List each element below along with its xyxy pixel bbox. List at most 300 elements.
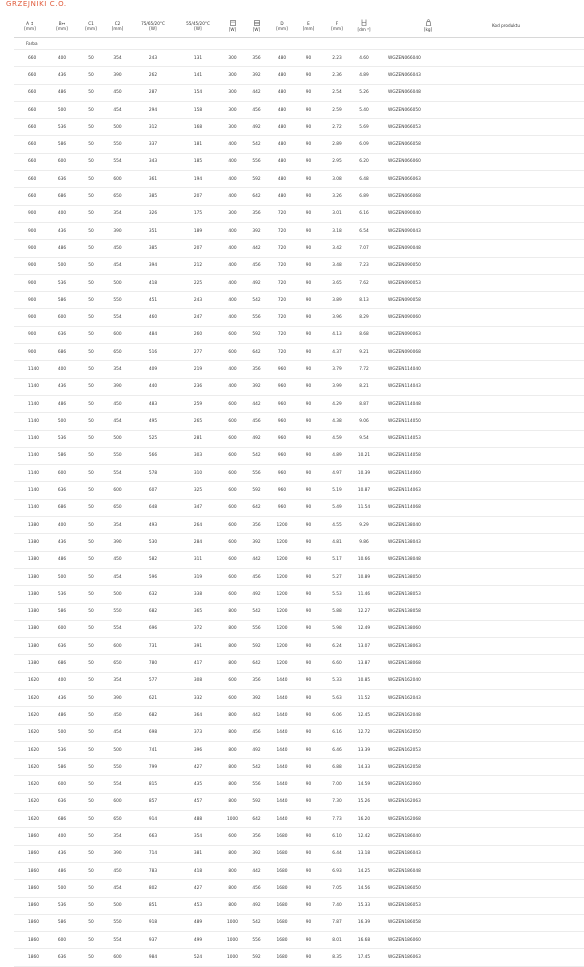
table-cell: 600 (221, 828, 244, 845)
table-cell: 8.21 (352, 378, 376, 395)
table-cell: 11.46 (352, 586, 376, 603)
table-cell: 5.26 (352, 84, 376, 101)
table-cell: 1200 (269, 517, 295, 534)
table-cell: 400 (221, 153, 244, 170)
table-cell: 456 (244, 101, 269, 118)
table-cell: 8.01 (322, 932, 352, 949)
table-cell: 4.37 (322, 344, 352, 361)
table-cell: 418 (131, 274, 175, 291)
table-cell: 90 (295, 344, 322, 361)
table-cell: 400 (221, 361, 244, 378)
table-cell: 6.89 (352, 188, 376, 205)
table-cell: 542 (244, 914, 269, 931)
table-cell: 90 (295, 845, 322, 862)
product-code-cell: WGZEN138063 (376, 638, 584, 655)
product-code-cell: WGZEN066040 (376, 50, 584, 67)
table-cell: 1000 (221, 811, 244, 828)
product-code-cell: WGZEN066058 (376, 136, 584, 153)
table-cell: 90 (295, 586, 322, 603)
table-cell: 332 (175, 689, 221, 706)
table-row (14, 551, 584, 568)
table-cell: 586 (46, 603, 78, 620)
table-cell: 185 (175, 153, 221, 170)
table-row (14, 274, 584, 291)
table-cell: 554 (104, 776, 131, 793)
table-cell: 392 (244, 378, 269, 395)
table-cell: 900 (14, 274, 46, 291)
table-cell: 488 (175, 811, 221, 828)
plug-icon (230, 20, 236, 26)
table-cell: 6.06 (322, 707, 352, 724)
table-cell: 243 (131, 50, 175, 67)
table-cell: 90 (295, 551, 322, 568)
table-cell: 592 (244, 482, 269, 499)
table-cell: 6.48 (352, 171, 376, 188)
table-cell: 800 (221, 880, 244, 897)
table-cell: 660 (14, 188, 46, 205)
table-cell: 600 (221, 395, 244, 412)
table-cell: 50 (78, 465, 104, 482)
table-cell: 50 (78, 568, 104, 585)
product-code-cell: WGZEN066050 (376, 101, 584, 118)
table-cell: 90 (295, 499, 322, 516)
table-cell: 392 (244, 67, 269, 84)
table-cell: 3.01 (322, 205, 352, 222)
table-cell: 141 (175, 67, 221, 84)
table-cell: 4.89 (352, 67, 376, 84)
table-cell: 319 (175, 568, 221, 585)
table-cell: 480 (269, 171, 295, 188)
table-row (14, 914, 584, 931)
table-cell: 542 (244, 759, 269, 776)
table-cell: 1440 (269, 741, 295, 758)
table-cell: 385 (131, 240, 175, 257)
table-cell: 799 (131, 759, 175, 776)
table-cell: 2.23 (322, 50, 352, 67)
table-cell: 5.49 (322, 499, 352, 516)
table-cell: 486 (46, 707, 78, 724)
table-cell: 1440 (269, 759, 295, 776)
table-cell: 6.60 (322, 655, 352, 672)
table-cell: 1620 (14, 689, 46, 706)
table-cell: 3.08 (322, 171, 352, 188)
table-cell: 1680 (269, 914, 295, 931)
table-cell: 50 (78, 153, 104, 170)
table-cell: 741 (131, 741, 175, 758)
table-cell: 390 (104, 845, 131, 862)
table-cell: 3.42 (322, 240, 352, 257)
header-heater-power: [W] (244, 14, 269, 38)
table-cell: 396 (175, 741, 221, 758)
table-cell: 554 (104, 465, 131, 482)
table-cell: 492 (244, 119, 269, 136)
table-row (14, 257, 584, 274)
table-row (14, 240, 584, 257)
table-cell: 600 (221, 465, 244, 482)
header-row (14, 14, 584, 38)
table-cell: 400 (46, 828, 78, 845)
table-cell: 960 (269, 361, 295, 378)
table-cell: 7.40 (322, 897, 352, 914)
table-cell: 800 (221, 759, 244, 776)
table-cell: 1380 (14, 655, 46, 672)
table-cell: 390 (104, 67, 131, 84)
table-cell: 10.85 (352, 672, 376, 689)
table-cell: 524 (175, 949, 221, 966)
table-cell: 154 (175, 84, 221, 101)
table-cell: 686 (46, 344, 78, 361)
table-cell: 50 (78, 914, 104, 931)
table-cell: 542 (244, 136, 269, 153)
table-cell: 1680 (269, 932, 295, 949)
table-cell: 90 (295, 171, 322, 188)
table-cell: 1000 (221, 914, 244, 931)
table-cell: 686 (46, 499, 78, 516)
table-cell: 14.56 (352, 880, 376, 897)
table-cell: 1140 (14, 395, 46, 412)
table-cell: 450 (104, 395, 131, 412)
table-cell: 642 (244, 655, 269, 672)
product-code-cell: WGZEN114040 (376, 361, 584, 378)
table-cell: 800 (221, 741, 244, 758)
table-cell: 1680 (269, 862, 295, 879)
table-cell: 356 (244, 828, 269, 845)
table-cell: 600 (104, 326, 131, 343)
table-cell: 682 (131, 707, 175, 724)
table-cell: 442 (244, 240, 269, 257)
table-cell: 50 (78, 897, 104, 914)
table-row (14, 724, 584, 741)
table-cell: 550 (104, 759, 131, 776)
table-cell: 436 (46, 534, 78, 551)
table-cell: 436 (46, 689, 78, 706)
table-cell: 13.07 (352, 638, 376, 655)
table-cell: 686 (46, 188, 78, 205)
table-cell: 554 (104, 620, 131, 637)
table-cell: 418 (175, 862, 221, 879)
product-code-cell: WGZEN162048 (376, 707, 584, 724)
table-cell: 1620 (14, 776, 46, 793)
table-cell: 660 (14, 171, 46, 188)
table-cell: 530 (131, 534, 175, 551)
table-cell: 492 (244, 586, 269, 603)
table-cell: 660 (14, 50, 46, 67)
table-cell: 300 (221, 84, 244, 101)
table-cell: 556 (244, 309, 269, 326)
table-cell: 720 (269, 222, 295, 239)
table-cell: 354 (104, 517, 131, 534)
header-c1: C1 [mm] (78, 14, 104, 38)
table-cell: 4.55 (322, 517, 352, 534)
table-cell: 600 (221, 430, 244, 447)
table-cell: 800 (221, 793, 244, 810)
table-cell: 5.63 (322, 689, 352, 706)
table-cell: 7.87 (322, 914, 352, 931)
table-cell: 354 (104, 828, 131, 845)
table-cell: 50 (78, 447, 104, 464)
table-cell: 492 (244, 741, 269, 758)
table-cell: 596 (131, 568, 175, 585)
table-cell: 650 (104, 344, 131, 361)
product-code-cell: WGZEN186060 (376, 932, 584, 949)
table-cell: 207 (175, 188, 221, 205)
table-cell: 50 (78, 862, 104, 879)
table-cell: 1620 (14, 793, 46, 810)
table-cell: 636 (46, 638, 78, 655)
table-cell: 486 (46, 395, 78, 412)
table-cell: 50 (78, 880, 104, 897)
table-row (14, 205, 584, 222)
header-power-55: 55/45/20°C [W] (175, 14, 221, 38)
table-cell: 660 (14, 84, 46, 101)
product-code-cell: WGZEN066068 (376, 188, 584, 205)
product-code-cell: WGZEN114060 (376, 465, 584, 482)
table-cell: 636 (46, 482, 78, 499)
table-cell: 480 (269, 84, 295, 101)
table-cell: 11.52 (352, 689, 376, 706)
product-code-cell: WGZEN066063 (376, 171, 584, 188)
product-code-cell: WGZEN090063 (376, 326, 584, 343)
table-cell: 450 (104, 240, 131, 257)
table-cell: 600 (104, 638, 131, 655)
table-cell: 607 (131, 482, 175, 499)
table-cell: 90 (295, 361, 322, 378)
table-row (14, 413, 584, 430)
table-cell: 800 (221, 655, 244, 672)
table-cell: 50 (78, 50, 104, 67)
header-c2: C2 [mm] (104, 14, 131, 38)
table-cell: 1380 (14, 586, 46, 603)
table-cell: 50 (78, 586, 104, 603)
table-cell: 918 (131, 914, 175, 931)
table-cell: 500 (46, 880, 78, 897)
table-cell: 354 (104, 672, 131, 689)
table-cell: 800 (221, 845, 244, 862)
table-row (14, 378, 584, 395)
table-cell: 636 (46, 326, 78, 343)
table-cell: 181 (175, 136, 221, 153)
table-cell: 542 (244, 292, 269, 309)
table-cell: 1200 (269, 534, 295, 551)
table-row (14, 344, 584, 361)
table-cell: 1140 (14, 447, 46, 464)
table-cell: 900 (14, 292, 46, 309)
product-table (14, 14, 584, 967)
table-cell: 4.97 (322, 465, 352, 482)
table-cell: 90 (295, 119, 322, 136)
table-cell: 554 (104, 309, 131, 326)
table-cell: 50 (78, 499, 104, 516)
table-cell: 554 (104, 153, 131, 170)
brand-label: GRZEJNIKI C.O. (6, 0, 67, 8)
table-row (14, 932, 584, 949)
table-cell: 4.13 (322, 326, 352, 343)
table-cell: 1380 (14, 551, 46, 568)
table-cell: 10.87 (352, 482, 376, 499)
header-power-75: 75/65/20°C [W] (131, 14, 175, 38)
table-cell: 90 (295, 101, 322, 118)
table-row (14, 880, 584, 897)
table-cell: 356 (244, 517, 269, 534)
table-cell: 400 (46, 672, 78, 689)
table-row (14, 430, 584, 447)
table-cell: 373 (175, 724, 221, 741)
table-cell: 50 (78, 171, 104, 188)
table-cell: 90 (295, 724, 322, 741)
table-cell: 720 (269, 292, 295, 309)
table-cell: 456 (244, 724, 269, 741)
table-cell: 300 (221, 101, 244, 118)
table-row (14, 101, 584, 118)
table-cell: 450 (104, 551, 131, 568)
table-cell: 536 (46, 119, 78, 136)
table-cell: 780 (131, 655, 175, 672)
table-cell: 454 (104, 257, 131, 274)
table-cell: 50 (78, 361, 104, 378)
table-cell: 372 (175, 620, 221, 637)
table-cell: 1440 (269, 707, 295, 724)
table-row (14, 222, 584, 239)
table-row (14, 517, 584, 534)
table-cell: 457 (175, 793, 221, 810)
header-f: F [mm] (322, 14, 352, 38)
table-cell: 460 (131, 309, 175, 326)
table-row (14, 50, 584, 67)
table-cell: 4.89 (322, 447, 352, 464)
table-cell: 500 (104, 119, 131, 136)
table-cell: 456 (244, 568, 269, 585)
product-code-cell: WGZEN138058 (376, 603, 584, 620)
table-cell: 90 (295, 413, 322, 430)
table-row (14, 84, 584, 101)
table-cell: 392 (244, 534, 269, 551)
table-cell: 600 (46, 932, 78, 949)
table-cell: 90 (295, 222, 322, 239)
table-cell: 6.54 (352, 222, 376, 239)
table-cell: 486 (46, 84, 78, 101)
table-cell: 300 (221, 50, 244, 67)
table-cell: 354 (104, 205, 131, 222)
table-cell: 247 (175, 309, 221, 326)
table-cell: 960 (269, 465, 295, 482)
table-cell: 550 (104, 136, 131, 153)
table-cell: 4.38 (322, 413, 352, 430)
table-cell: 90 (295, 620, 322, 637)
table-cell: 5.69 (352, 119, 376, 136)
table-cell: 1680 (269, 880, 295, 897)
table-cell: 3.26 (322, 188, 352, 205)
table-cell: 731 (131, 638, 175, 655)
table-cell: 281 (175, 430, 221, 447)
table-cell: 642 (244, 344, 269, 361)
table-cell: 9.86 (352, 534, 376, 551)
table-cell: 1380 (14, 568, 46, 585)
table-cell: 90 (295, 447, 322, 464)
table-cell: 9.29 (352, 517, 376, 534)
table-cell: 500 (46, 257, 78, 274)
table-cell: 308 (175, 672, 221, 689)
table-cell: 391 (175, 638, 221, 655)
table-cell: 9.54 (352, 430, 376, 447)
table-cell: 7.05 (322, 880, 352, 897)
table-cell: 592 (244, 171, 269, 188)
table-cell: 586 (46, 447, 78, 464)
table-cell: 815 (131, 776, 175, 793)
table-row (14, 499, 584, 516)
table-cell: 13.87 (352, 655, 376, 672)
table-cell: 1860 (14, 949, 46, 966)
table-cell: 1680 (269, 949, 295, 966)
table-cell: 50 (78, 932, 104, 949)
table-row (14, 188, 584, 205)
table-cell: 1680 (269, 897, 295, 914)
table-cell: 347 (175, 499, 221, 516)
product-code-cell: WGZEN066053 (376, 119, 584, 136)
table-cell: 2.89 (322, 136, 352, 153)
product-code-cell: WGZEN162043 (376, 689, 584, 706)
table-cell: 720 (269, 240, 295, 257)
table-cell: 660 (14, 67, 46, 84)
table-cell: 960 (269, 413, 295, 430)
table-cell: 800 (221, 862, 244, 879)
table-cell: 90 (295, 811, 322, 828)
table-cell: 648 (131, 499, 175, 516)
table-cell: 12.45 (352, 707, 376, 724)
table-cell: 50 (78, 413, 104, 430)
table-cell: 660 (14, 136, 46, 153)
table-cell: 1440 (269, 724, 295, 741)
table-cell: 600 (221, 344, 244, 361)
table-cell: 277 (175, 344, 221, 361)
table-cell: 1860 (14, 880, 46, 897)
table-cell: 300 (221, 67, 244, 84)
table-cell: 536 (46, 586, 78, 603)
table-cell: 592 (244, 326, 269, 343)
table-cell: 50 (78, 793, 104, 810)
table-cell: 495 (131, 413, 175, 430)
table-cell: 50 (78, 378, 104, 395)
product-code-cell: WGZEN090053 (376, 274, 584, 291)
table-cell: 492 (244, 430, 269, 447)
table-cell: 1200 (269, 568, 295, 585)
header-volume: [dm ³] (352, 14, 376, 38)
table-cell: 442 (244, 395, 269, 412)
table-row (14, 793, 584, 810)
table-cell: 486 (46, 551, 78, 568)
table-cell: 310 (175, 465, 221, 482)
table-cell: 960 (269, 499, 295, 516)
table-cell: 1380 (14, 603, 46, 620)
table-cell: 90 (295, 482, 322, 499)
product-code-cell: WGZEN162040 (376, 672, 584, 689)
table-row (14, 689, 584, 706)
table-cell: 2.54 (322, 84, 352, 101)
table-cell: 354 (104, 361, 131, 378)
table-cell: 636 (46, 949, 78, 966)
table-cell: 16.68 (352, 932, 376, 949)
table-cell: 50 (78, 326, 104, 343)
table-cell: 50 (78, 603, 104, 620)
table-cell: 800 (221, 707, 244, 724)
table-cell: 586 (46, 759, 78, 776)
table-cell: 1620 (14, 811, 46, 828)
product-code-cell: WGZEN090048 (376, 240, 584, 257)
table-cell: 50 (78, 949, 104, 966)
table-cell: 900 (14, 326, 46, 343)
table-cell: 1440 (269, 811, 295, 828)
table-cell: 7.30 (322, 793, 352, 810)
table-cell: 1140 (14, 430, 46, 447)
